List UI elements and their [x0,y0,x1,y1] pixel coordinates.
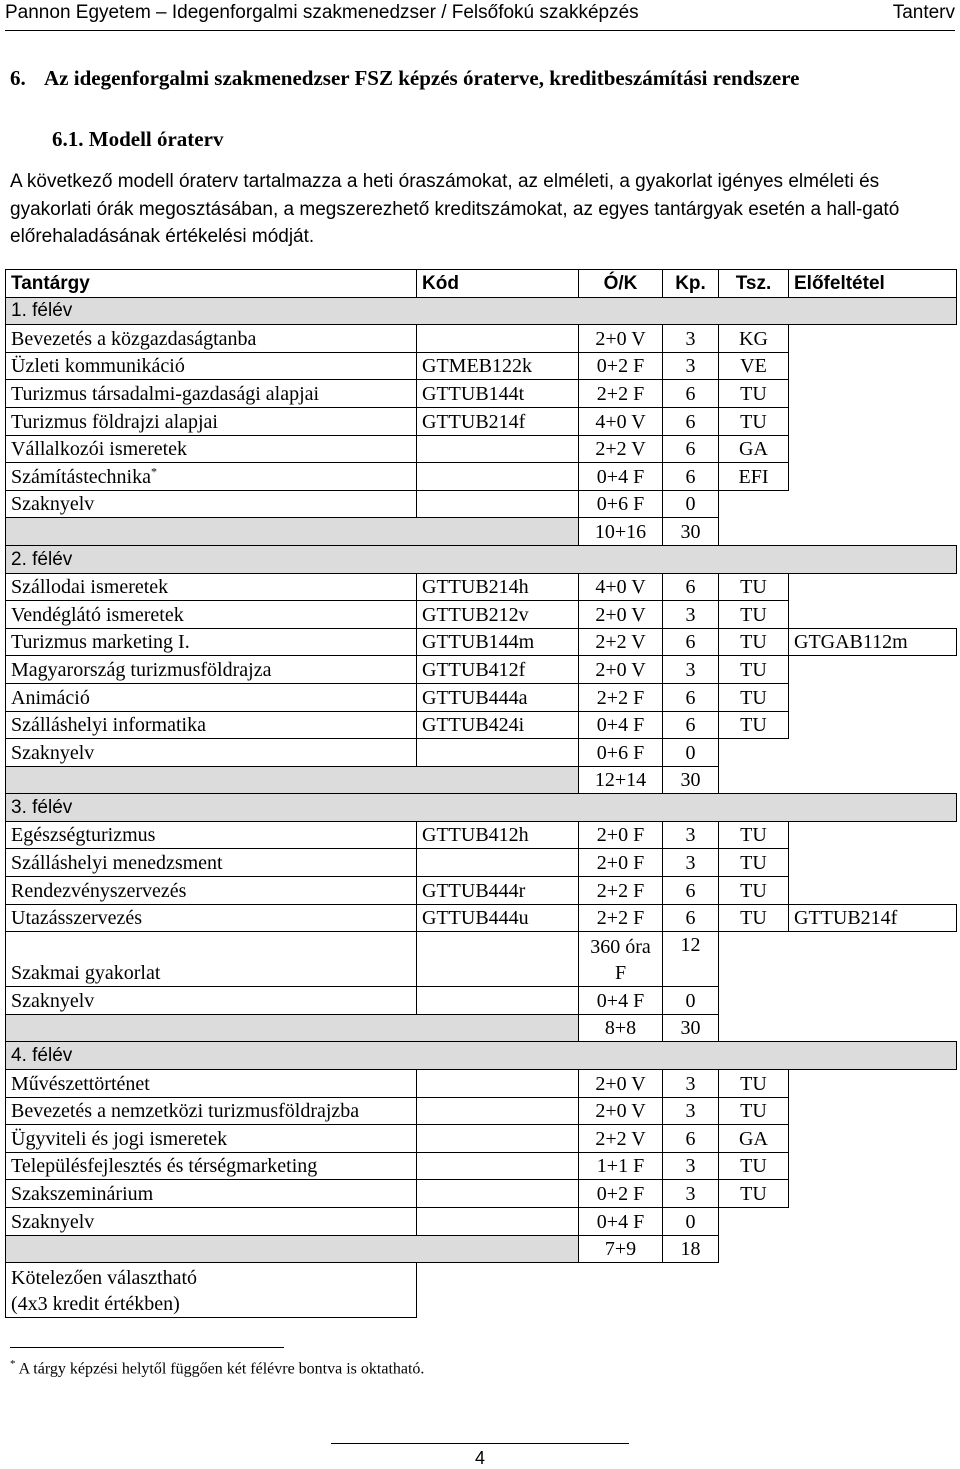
eval-cell: EFI [719,463,789,491]
subject-cell: Szálláshelyi menedzsment [6,849,417,877]
subject-cell: Animáció [6,683,417,711]
eval-cell: TU [719,1152,789,1180]
table-row [6,463,957,491]
eval-cell: KG [719,325,789,353]
header-hours: Ó/K [579,270,663,298]
footnote [10,1358,424,1378]
elective-cell [6,1263,417,1318]
elective-line: Kötelezően választható [11,1267,198,1290]
table-row [6,325,957,353]
header-eval: Tsz. [719,270,789,298]
subsection-heading: 6.1. Modell óraterv [52,127,224,151]
code-cell: GTTUB144m [417,628,579,656]
code-cell: GTTUB412h [417,821,579,849]
subject-cell: Turizmus földrajzi alapjai [6,407,417,435]
semester-total-row [6,518,957,546]
eval-cell: GA [719,435,789,463]
code-cell [417,932,579,987]
semester-total-row [6,1014,957,1042]
code-cell [417,739,579,767]
header-credits: Kp. [663,270,719,298]
semester-row [6,1042,957,1070]
hours-cell: 0+2 F [579,352,663,380]
subject-cell: Ügyviteli és jogi ismeretek [6,1125,417,1153]
table-row [6,407,957,435]
hours-cell: 2+0 V [579,1097,663,1125]
code-cell: GTTUB444u [417,904,579,932]
eval-cell: TU [719,877,789,905]
total-credits-cell: 30 [663,766,719,794]
subject-cell: Művészettörténet [6,1070,417,1098]
hours-cell [579,932,663,987]
table-row [6,711,957,739]
eval-cell: TU [719,573,789,601]
table-row [6,352,957,380]
code-cell: GTTUB214f [417,407,579,435]
hours-cell: 2+0 F [579,849,663,877]
hours-cell: 2+2 F [579,904,663,932]
table-row [6,1180,957,1208]
subject-cell: Szaknyelv [6,987,417,1015]
table-row [6,1125,957,1153]
code-cell: GTTUB214h [417,573,579,601]
table-row [6,849,957,877]
semester-label: 1. félév [6,297,417,325]
hours-cell: 2+2 F [579,877,663,905]
credits-cell: 3 [663,656,719,684]
eval-cell: TU [719,683,789,711]
credits-cell: 3 [663,1070,719,1098]
prereq-cell: GTTUB214f [789,904,957,932]
credits-cell: 6 [663,628,719,656]
semester-label: 2. félév [6,545,417,573]
credits-cell: 0 [663,987,719,1015]
eval-cell: GA [719,1125,789,1153]
section-title: Az idegenforgalmi szakmenedzser FSZ képzés óraterve, kreditbeszámítási rendszere [44,66,800,90]
credits-cell: 0 [663,739,719,767]
hours-cell: 0+2 F [579,1180,663,1208]
subject-cell: Bevezetés a közgazdaságtanba [6,325,417,353]
prereq-cell: GTGAB112m [789,628,957,656]
table-row [6,601,957,629]
code-cell [417,490,579,518]
footer-divider [331,1443,629,1444]
credits-cell: 3 [663,601,719,629]
code-cell [417,325,579,353]
semester-total-row [6,766,957,794]
eval-cell: TU [719,656,789,684]
eval-cell: TU [719,849,789,877]
code-cell [417,463,579,491]
code-cell: GTTUB424i [417,711,579,739]
table-row [6,821,957,849]
subject-cell [6,463,417,491]
subject-cell: Turizmus társadalmi-gazdasági alapjai [6,380,417,408]
credits-cell: 6 [663,1125,719,1153]
hours-cell: 0+6 F [579,739,663,767]
credits-cell: 3 [663,1152,719,1180]
footnote-divider [10,1347,284,1348]
subject-cell: Szakmai gyakorlat [6,932,417,987]
code-cell [417,1097,579,1125]
table-row [6,628,957,656]
eval-cell: TU [719,1097,789,1125]
hours-cell: 0+6 F [579,490,663,518]
eval-cell: TU [719,1180,789,1208]
table-row [6,904,957,932]
table-header-row [6,270,957,298]
hours-cell: 4+0 V [579,573,663,601]
credits-cell: 6 [663,877,719,905]
total-credits-cell: 30 [663,1014,719,1042]
code-cell: GTMEB122k [417,352,579,380]
code-cell [417,1180,579,1208]
subject-cell: Vállalkozói ismeretek [6,435,417,463]
code-cell: GTTUB144t [417,380,579,408]
hours-cell: 2+0 V [579,656,663,684]
total-hours-cell: 8+8 [579,1014,663,1042]
table-row [6,877,957,905]
semester-row [6,545,957,573]
code-cell [417,1070,579,1098]
credits-cell: 3 [663,821,719,849]
code-cell [417,1152,579,1180]
credits-cell: 3 [663,352,719,380]
header-prereq: Előfeltétel [789,270,957,298]
hours-cell: 2+2 V [579,1125,663,1153]
code-cell [417,1208,579,1236]
credits-cell: 0 [663,490,719,518]
eval-cell: VE [719,352,789,380]
semester-row [6,794,957,822]
header-code: Kód [417,270,579,298]
hours-cell: 2+2 V [579,435,663,463]
credits-cell: 3 [663,849,719,877]
subject-cell: Településfejlesztés és térségmarketing [6,1152,417,1180]
hours-cell: 0+4 F [579,711,663,739]
credits-cell: 6 [663,407,719,435]
total-hours-cell: 10+16 [579,518,663,546]
curriculum-table [5,269,957,1318]
subject-cell: Szaknyelv [6,739,417,767]
eval-cell: TU [719,904,789,932]
table-row [6,656,957,684]
table-row [6,1070,957,1098]
section-heading [10,66,799,91]
header-title: Pannon Egyetem – Idegenforgalmi szakmenedzser / Felsőfokú szakképzés [5,2,639,23]
code-cell: GTTUB212v [417,601,579,629]
total-hours-cell: 12+14 [579,766,663,794]
semester-total-row [6,1235,957,1263]
code-cell [417,435,579,463]
code-cell [417,1125,579,1153]
subject-cell: Szaknyelv [6,1208,417,1236]
hours-cell: 2+2 V [579,628,663,656]
table-row [6,683,957,711]
eval-cell: TU [719,1070,789,1098]
credits-cell: 3 [663,1097,719,1125]
total-credits-cell: 30 [663,518,719,546]
hours-cell: 0+4 F [579,463,663,491]
table-row [6,435,957,463]
elective-row [6,1263,957,1318]
hours-cell: 1+1 F [579,1152,663,1180]
credits-cell: 3 [663,325,719,353]
credits-cell: 0 [663,1208,719,1236]
page-number: 4 [474,1448,485,1468]
credits-cell: 3 [663,1180,719,1208]
total-credits-cell: 18 [663,1235,719,1263]
hours-line: F [614,962,627,985]
hours-line: 360 óra [590,936,651,959]
eval-cell: TU [719,601,789,629]
code-cell: GTTUB444a [417,683,579,711]
hours-cell: 0+4 F [579,987,663,1015]
table-row [6,573,957,601]
hours-cell: 2+0 V [579,601,663,629]
hours-cell: 2+0 V [579,1070,663,1098]
credits-cell: 6 [663,435,719,463]
table-row [6,739,957,767]
eval-cell: TU [719,407,789,435]
hours-cell: 2+0 V [579,325,663,353]
hours-cell: 2+2 F [579,380,663,408]
code-cell: GTTUB412f [417,656,579,684]
running-header [5,0,955,26]
subject-cell: Rendezvényszervezés [6,877,417,905]
subject-cell: Szakszeminárium [6,1180,417,1208]
subject-cell: Turizmus marketing I. [6,628,417,656]
eval-cell: TU [719,711,789,739]
header-subject: Tantárgy [6,270,417,298]
subject-cell: Bevezetés a nemzetközi turizmusföldrajzba [6,1097,417,1125]
table-row [6,932,957,987]
table-row [6,1208,957,1236]
table-row [6,1152,957,1180]
intro-paragraph: A következő modell óraterv tartalmazza a heti óraszámokat, az elméleti, a gyakorlat igényes elméleti és gyakorlati órák megosztásában, a megszerezhető kreditszámokat, az egyes tantárgyak esetén a hall-gató előrehaladásának értékelési módját. [10,171,900,247]
subject-cell: Szálláshelyi informatika [6,711,417,739]
section-number: 6. [10,66,26,90]
eval-cell: TU [719,821,789,849]
footnote-marker: * [150,464,157,479]
elective-line: (4x3 kredit értékben) [11,1293,180,1316]
subject-cell: Utazásszervezés [6,904,417,932]
table-row [6,380,957,408]
subject-cell: Üzleti kommunikáció [6,352,417,380]
semester-label: 4. félév [6,1042,417,1070]
hours-cell: 0+4 F [579,1208,663,1236]
table-row [6,490,957,518]
semester-row [6,297,957,325]
credits-cell: 6 [663,463,719,491]
credits-cell: 6 [663,904,719,932]
credits-cell: 6 [663,711,719,739]
header-divider [5,30,955,31]
subject-cell: Egészségturizmus [6,821,417,849]
table-row [6,987,957,1015]
header-section: Tanterv [892,2,955,23]
subject-text: Számítástechnika [11,465,151,488]
subject-cell: Szállodai ismeretek [6,573,417,601]
subject-cell: Szaknyelv [6,490,417,518]
credits-cell: 6 [663,683,719,711]
hours-cell: 2+0 F [579,821,663,849]
credits-cell: 6 [663,380,719,408]
code-cell [417,849,579,877]
table-row [6,1097,957,1125]
credits-cell: 6 [663,573,719,601]
subject-cell: Magyarország turizmusföldrajza [6,656,417,684]
credits-cell: 12 [663,932,719,987]
code-cell: GTTUB444r [417,877,579,905]
eval-cell: TU [719,380,789,408]
hours-cell: 2+2 F [579,683,663,711]
code-cell [417,987,579,1015]
total-hours-cell: 7+9 [579,1235,663,1263]
footnote-mark: * [10,1358,16,1370]
subject-cell: Vendéglátó ismeretek [6,601,417,629]
footnote-text: A tárgy képzési helytől függően két félévre bontva is oktatható. [15,1360,425,1378]
eval-cell: TU [719,628,789,656]
semester-label: 3. félév [6,794,417,822]
hours-cell: 4+0 V [579,407,663,435]
